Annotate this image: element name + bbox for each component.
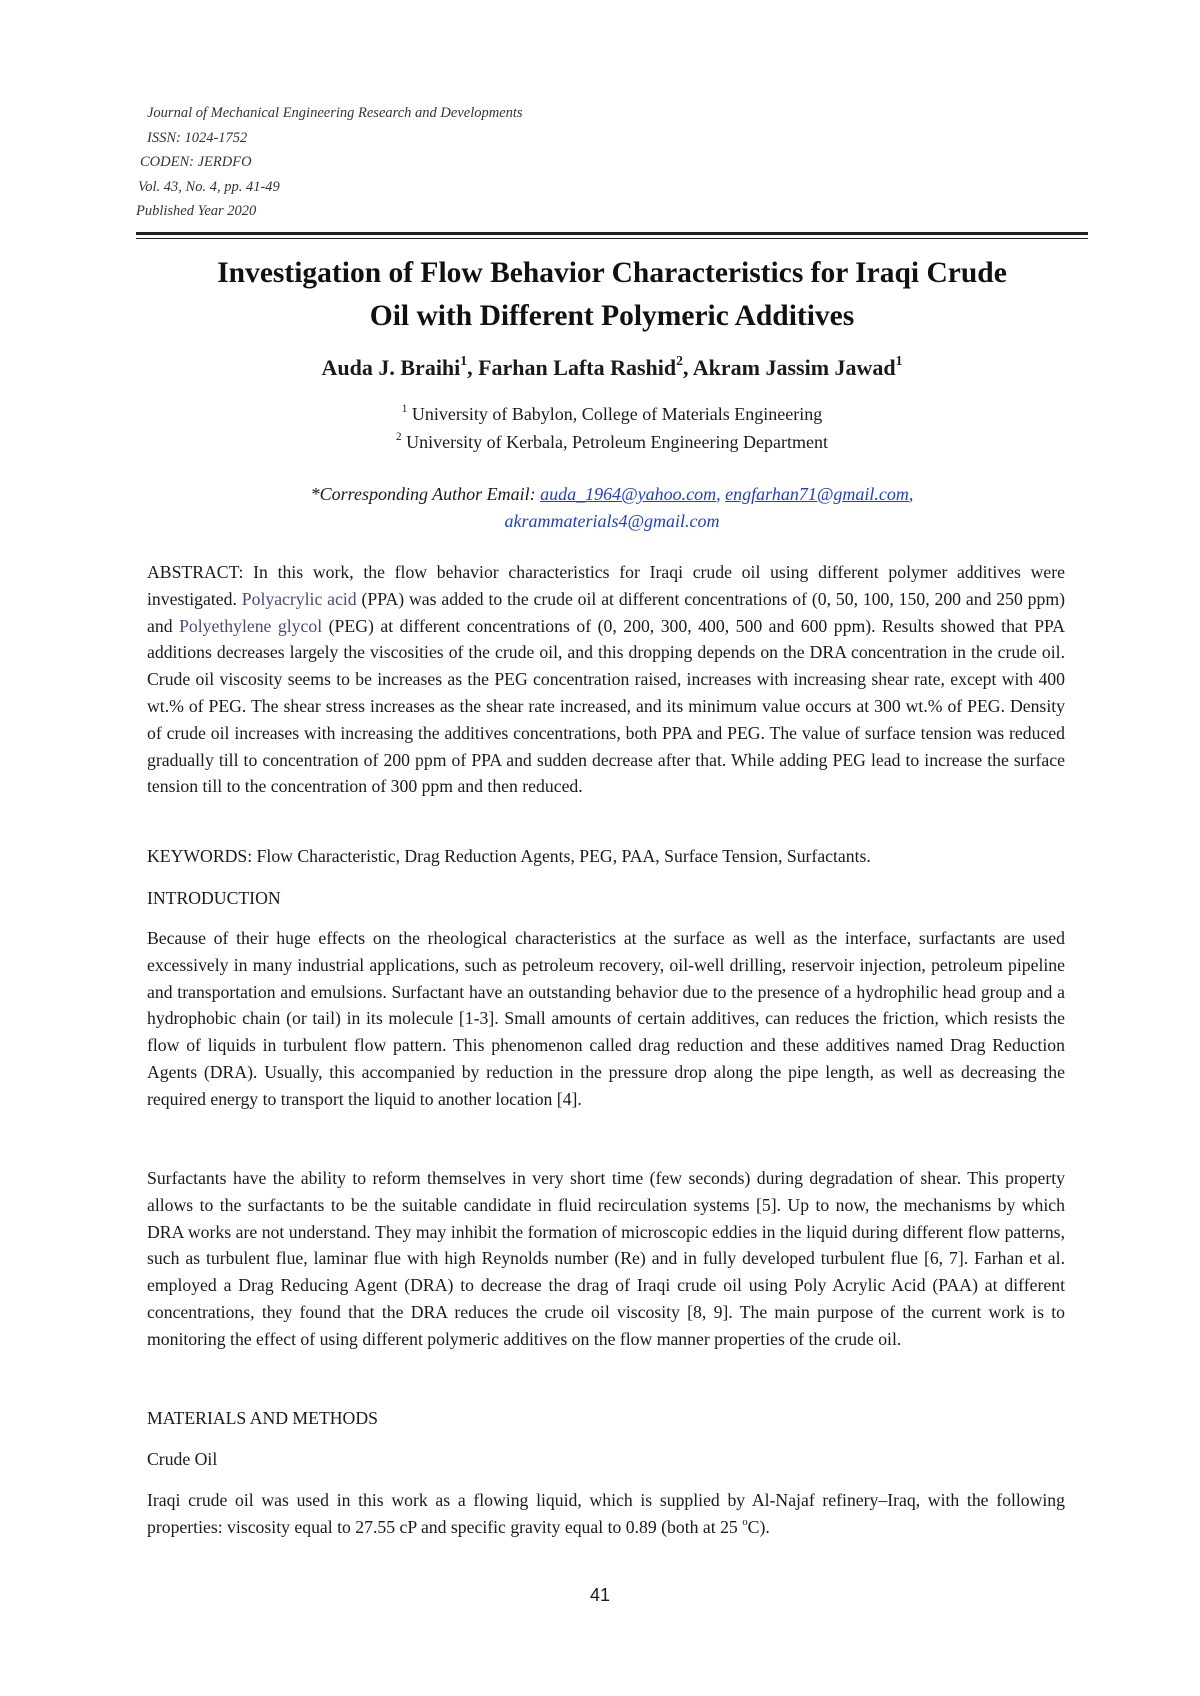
body-paragraph bbox=[147, 1487, 1065, 1541]
affiliation-item bbox=[136, 428, 1088, 456]
author-name: Auda J. Braihi bbox=[321, 355, 461, 380]
paper-title bbox=[136, 252, 1088, 338]
section-heading-introduction: INTRODUCTION bbox=[147, 888, 281, 908]
journal-coden: CODEN: JERDFO bbox=[140, 154, 252, 170]
keywords-line: KEYWORDS: Flow Characteristic, Drag Reduction Agents, PEG, PAA, Surface Tension, Surfactants. bbox=[147, 846, 871, 866]
journal-issn: ISSN: 1024-1752 bbox=[147, 129, 248, 146]
author-name: Akram Jassim Jawad bbox=[692, 355, 896, 380]
journal-info bbox=[136, 101, 523, 224]
affiliation-text: University of Kerbala, Petroleum Engineering Department bbox=[406, 432, 828, 452]
paragraph-text: Because of their huge effects on the rheological characteristics at the surface as well as the interface, surfactants are used excessively in many industrial applications, such as petroleum recovery, oil-well drilling, reservoir injection, petroleum pipeline and transportation and emulsions. Surfactant have an outstanding behavior due to the presence of a hydrophilic head group and a hydrophobic chain (or tail) in its molecule [1-3]. Small amounts of certain additives, can reduces the friction, which resists the flow of liquids in turbulent flow pattern. This phenomenon called drag reduction and these additives named Drag Reduction Agents (DRA). Usually, this accompanied by reduction in the pressure drop along the pipe length, as well as decreasing the required energy to transport the liquid to another location [4]. bbox=[147, 928, 1065, 1109]
journal-volume: Vol. 43, No. 4, pp. 41-49 bbox=[138, 178, 280, 195]
email-link[interactable]: engfarhan71@gmail.com bbox=[725, 484, 909, 504]
abstract-mid: (PPA) was added to the crude oil at different concentrations of (0, 50, 100, 150, 200 and 250 ppm) and bbox=[147, 588, 1066, 636]
corresponding-author: *Corresponding Author Email: auda_1964@yahoo.com, engfarhan71@gmail.com, akrammaterials4@gmail.com bbox=[310, 484, 914, 531]
affiliation-text: University of Babylon, College of Materials Engineering bbox=[411, 404, 823, 424]
affiliation-number: 2 bbox=[396, 430, 402, 443]
body-paragraph bbox=[147, 1165, 1065, 1353]
paragraph-text: Iraqi crude oil was used in this work as a flowing liquid, which is supplied by Al-Najaf refinery–Iraq, with the following properties: viscosity equal to 27.55 cP and specific gravity equal to 0.89 (both at 25 bbox=[147, 1490, 1065, 1537]
author-affiliation-mark: 2 bbox=[676, 353, 683, 369]
author-list bbox=[136, 352, 1088, 384]
section-heading-materials: MATERIALS AND METHODS bbox=[147, 1408, 378, 1428]
abstract-ppa-term: Polyacrylic acid bbox=[241, 588, 357, 609]
author-affiliation-mark: 1 bbox=[895, 353, 903, 369]
paragraph-text: C). bbox=[747, 1516, 770, 1537]
body-paragraph bbox=[147, 925, 1065, 1113]
email-link[interactable]: auda_1964@yahoo.com bbox=[540, 484, 717, 504]
paper-title-line-1: Investigation of Flow Behavior Characteristics for Iraqi Crude bbox=[217, 257, 1007, 289]
abstract-paragraph bbox=[147, 559, 1065, 800]
affiliation-number: 1 bbox=[401, 402, 408, 415]
header-rule-thick bbox=[136, 232, 1088, 235]
email-text: akrammaterials4@gmail.com bbox=[504, 511, 720, 531]
abstract-rest: (PEG) at different concentrations of (0, 200, 300, 400, 500 and 600 ppm). Results showed that PPA additions decreases largely the viscosities of the crude oil, and this dropping depends on the DRA concentration in the crude oil. Crude oil viscosity seems to be increases as the PEG concentration raised, increases with increasing shear rate, except with 400 wt.% of PEG. The shear stress increases as the shear rate increased, and its minimum value occurs at 300 wt.% of PEG. Density of crude oil increases with increasing the additives concentrations, both PPA and PEG. The value of surface tension was reduced gradually till to concentration of 200 ppm of PPA and sudden decrease after that. While adding PEG lead to increase the surface tension till to the concentration of 300 ppm and then reduced. bbox=[147, 615, 1066, 797]
abstract-peg-term: Polyethylene glycol bbox=[179, 615, 323, 636]
affiliation-item bbox=[136, 400, 1088, 428]
paragraph-text: Surfactants have the ability to reform themselves in very short time (few seconds) during degradation of shear. This property allows to the surfactants to be the suitable candidate in fluid recirculation systems [5]. Up to now, the mechanisms by which DRA works are not understand. They may inhibit the formation of microscopic eddies in the liquid during different flow patterns, such as turbulent flue, laminar flue with high Reynolds number (Re) and in fully developed turbulent flue [6, 7]. Farhan et al. employed a Drag Reducing Agent (DRA) to decrease the drag of Iraqi crude oil using Poly Acrylic Acid (PAA) at different concentrations, they found that the DRA reduces the crude oil viscosity [8, 9]. The main purpose of the current work is to monitoring the effect of using different polymeric additives on the flow manner properties of the crude oil. bbox=[147, 1168, 1065, 1349]
subsection-heading-crude-oil: Crude Oil bbox=[147, 1449, 218, 1469]
page-number: 41 bbox=[589, 1585, 611, 1605]
author-name: Farhan Lafta Rashid bbox=[478, 355, 677, 380]
paper-title-line-2: Oil with Different Polymeric Additives bbox=[369, 300, 855, 332]
header-rule-thin bbox=[136, 238, 1088, 239]
author-affiliation-mark: 1 bbox=[460, 353, 468, 369]
author-separator: , bbox=[467, 355, 479, 380]
journal-name: Journal of Mechanical Engineering Research and Developments bbox=[147, 105, 523, 121]
affiliation-list bbox=[136, 400, 1088, 456]
corresponding-label: *Corresponding Author Email: bbox=[310, 484, 536, 504]
degree-mark: o bbox=[742, 1515, 748, 1528]
journal-published: Published Year 2020 bbox=[136, 203, 257, 219]
abstract-lead: ABSTRACT: In this work, the flow behavior characteristics for Iraqi crude oil using different polymer additives were investigated. bbox=[147, 562, 1065, 609]
author-separator: , bbox=[682, 355, 693, 380]
